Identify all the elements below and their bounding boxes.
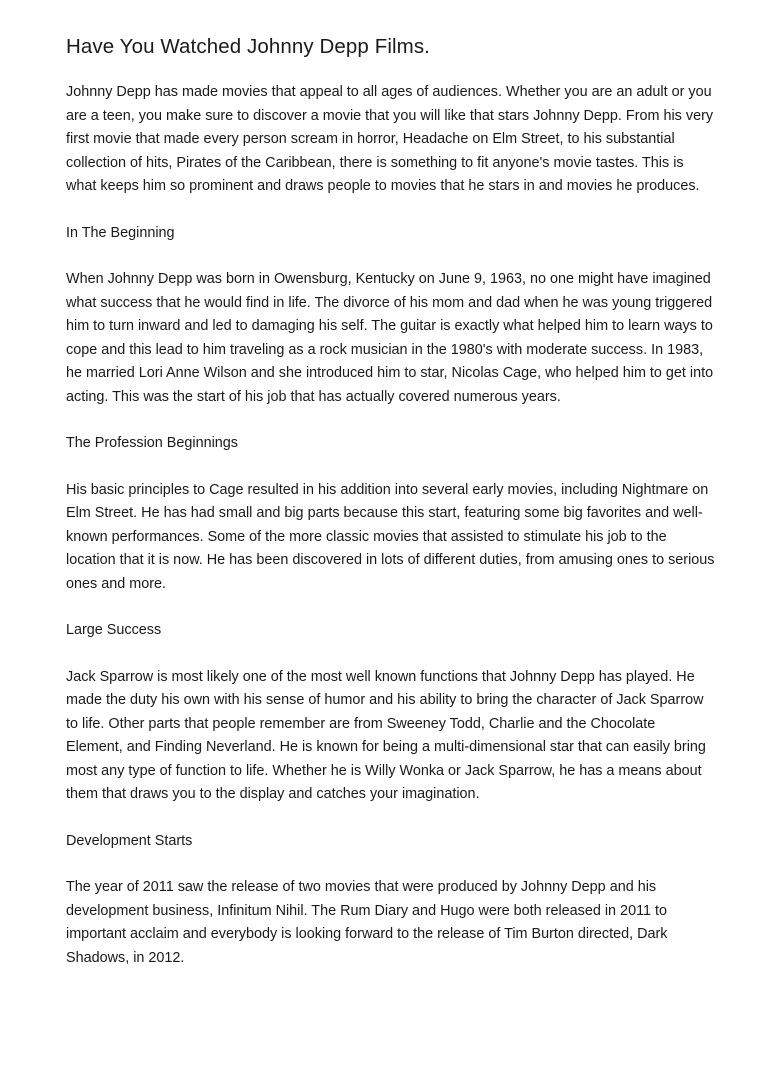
section-heading-development-starts: Development Starts — [66, 832, 193, 849]
section-body-large-success: Jack Sparrow is most likely one of the most well known functions that Johnny Depp has played. He made the duty his own with his sense of humor and his ability to bring the character of Jack Sparrow to life. Other parts that people remember are from Sweeney Todd, Charlie and the Chocolate Element, and Finding Neverland. He is known for being a multi-dimensional star that can easily bring most any type of function to life. Whether he is Willy Wonka or Jack Sparrow, he has a means about them that draws you to the display and catches your imagination. — [66, 668, 706, 802]
section-body-development-starts: The year of 2011 saw the release of two movies that were produced by Johnny Depp and his development business, Infinitum Nihil. The Rum Diary and Hugo were both released in 2011 to important acclaim and everybody is looking forward to the release of Tim Burton directed, Dark Shadows, in 2012. — [66, 879, 668, 966]
section-body-profession-beginnings: His basic principles to Cage resulted in his addition into several early movies, including Nightmare on Elm Street. He has had small and big parts because this start, featuring some big favorites and well-known performances. Some of the more classic movies that assisted to stimulate his job to the location that it is now. He has been discovered in lots of different duties, from amusing ones to serious ones and more. — [66, 481, 715, 592]
section-heading-in-the-beginning: In The Beginning — [66, 224, 175, 241]
page-title: Have You Watched Johnny Depp Films. — [66, 35, 430, 58]
intro-paragraph: Johnny Depp has made movies that appeal to all ages of audiences. Whether you are an adult or you are a teen, you make sure to discover a movie that you will like that stars Johnny Depp. From his very first movie that made every person scream in horror, Headache on Elm Street, to his substantial collection of hits, Pirates of the Caribbean, there is something to fit anyone's movie tastes. This is what keeps him so prominent and draws people to movies that he stars in and movies he produces. — [66, 84, 714, 194]
section-heading-profession-beginnings: The Profession Beginnings — [66, 435, 238, 451]
section-heading-large-success: Large Success — [66, 622, 162, 638]
section-body-in-the-beginning: When Johnny Depp was born in Owensburg, Kentucky on June 9, 1963, no one might have imagined what success that he would find in life. The divorce of his mom and dad when he was young triggered him to turn inward and led to damaging his self. The guitar is exactly what helped him to learn ways to cope and this lead to him traveling as a rock musician in the 1980's with moderate success. In 1983, he married Lori Anne Wilson and she introduced him to star, Nicolas Cage, who helped him to get into acting. This was the start of his job that has actually covered numerous years. — [66, 271, 714, 405]
document-page — [66, 34, 716, 993]
